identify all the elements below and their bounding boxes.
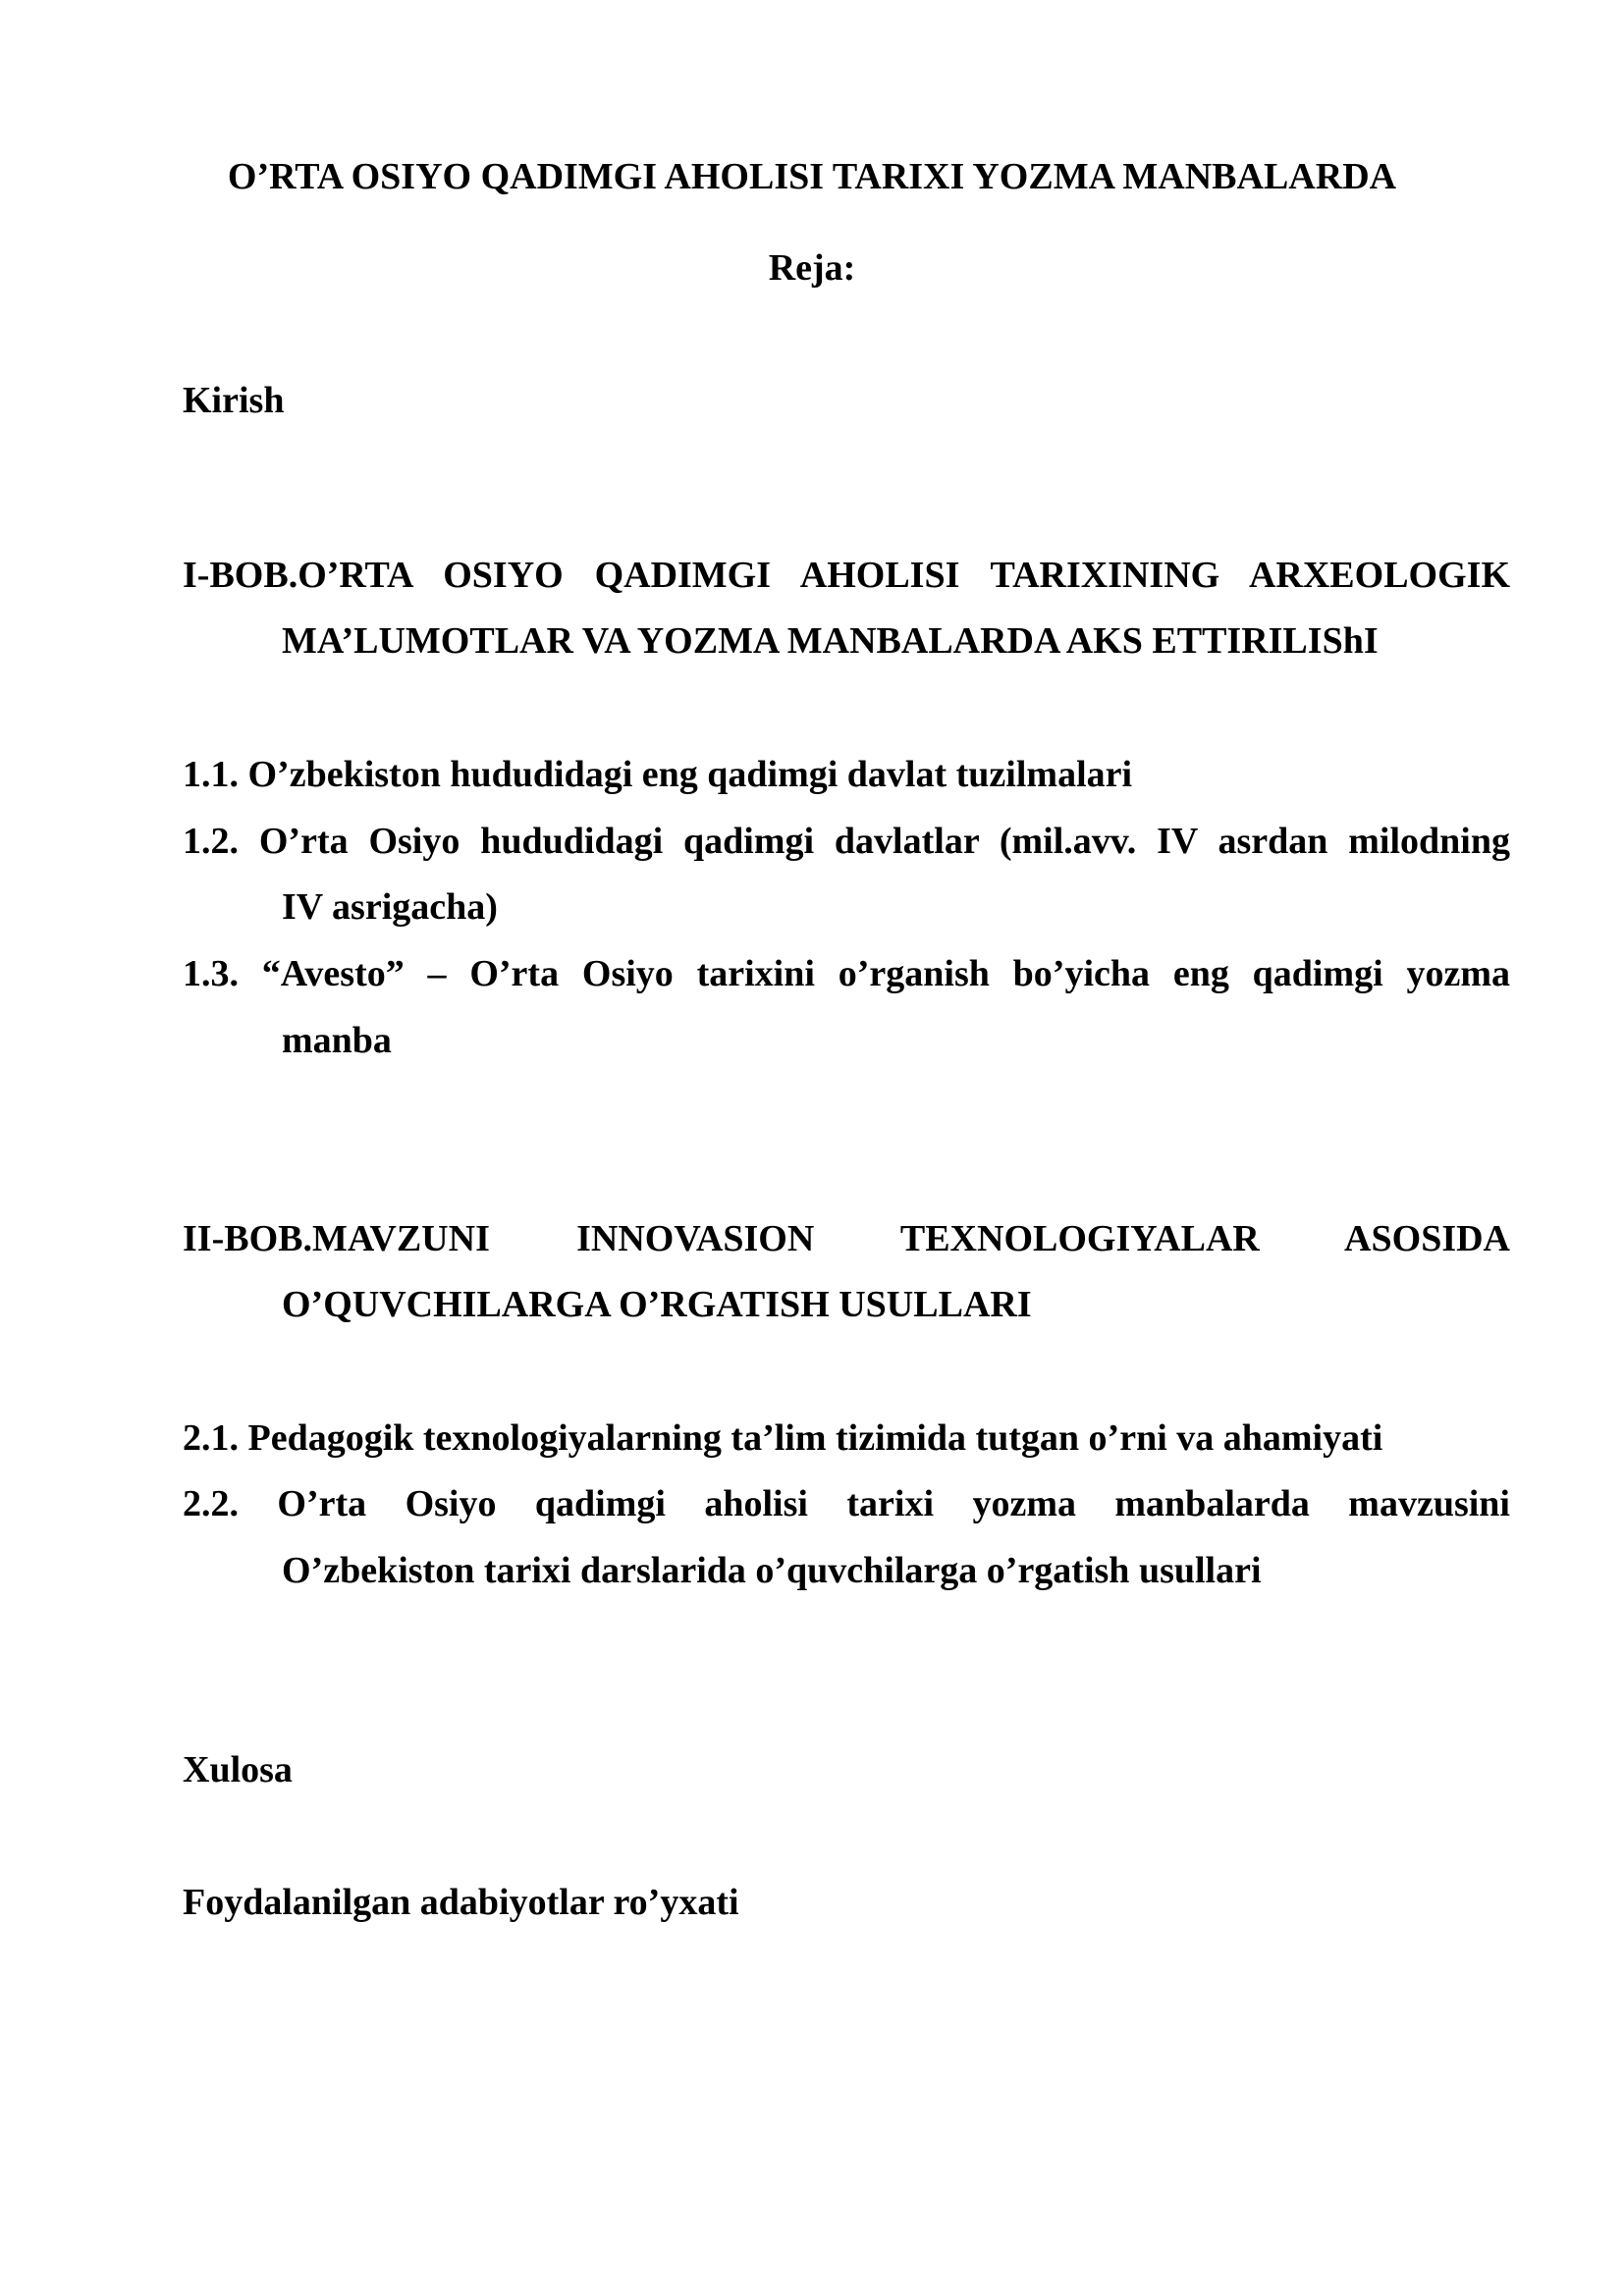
section-2-2-line2: O’zbekiston tarixi darslarida o’quvchilarga o’rgatish usullari bbox=[282, 1550, 1262, 1591]
document-title: O’RTA OSIYO QADIMGI AHOLISI TARIXI YOZMA MANBALARDA bbox=[227, 156, 1397, 197]
section-1-2-line1: 1.2. O’rta Osiyo hududidagi qadimgi davlatlar (mil.avv. IV asrdan milodning bbox=[183, 821, 1510, 862]
chapter1-heading-line2: MA’LUMOTLAR VA YOZMA MANBALARDA AKS ETTIRILIShI bbox=[282, 620, 1379, 662]
chapter2-heading-line2: O’QUVCHILARGA O’RGATISH USULLARI bbox=[282, 1284, 1032, 1325]
section-1-3-line2: manba bbox=[282, 1020, 392, 1061]
plan-heading: Reja: bbox=[768, 247, 856, 289]
section-1-1: 1.1. O’zbekiston hududidagi eng qadimgi davlat tuzilmalari bbox=[183, 754, 1133, 795]
chapter2-heading-line1: II-BOB.MAVZUNI INNOVASION TEXNOLOGIYALAR ASOSIDA bbox=[183, 1218, 1510, 1259]
intro-entry: Kirish bbox=[183, 380, 285, 421]
section-2-1: 2.1. Pedagogik texnologiyalarning ta’lim tizimida tutgan o’rni va ahamiyati bbox=[183, 1417, 1383, 1459]
chapter1-heading-line1: I-BOB.O’RTA OSIYO QADIMGI AHOLISI TARIXINING ARXEOLOGIK bbox=[183, 555, 1510, 596]
section-1-3-line1: 1.3. “Avesto” – O’rta Osiyo tarixini o’rganish bo’yicha eng qadimgi yozma bbox=[183, 953, 1510, 994]
section-1-2-line2: IV asrigacha) bbox=[282, 886, 498, 928]
section-2-2-line1: 2.2. O’rta Osiyo qadimgi aholisi tarixi yozma manbalarda mavzusini bbox=[183, 1483, 1510, 1524]
references-entry: Foydalanilgan adabiyotlar ro’yxati bbox=[183, 1882, 739, 1923]
conclusion-entry: Xulosa bbox=[183, 1749, 293, 1790]
